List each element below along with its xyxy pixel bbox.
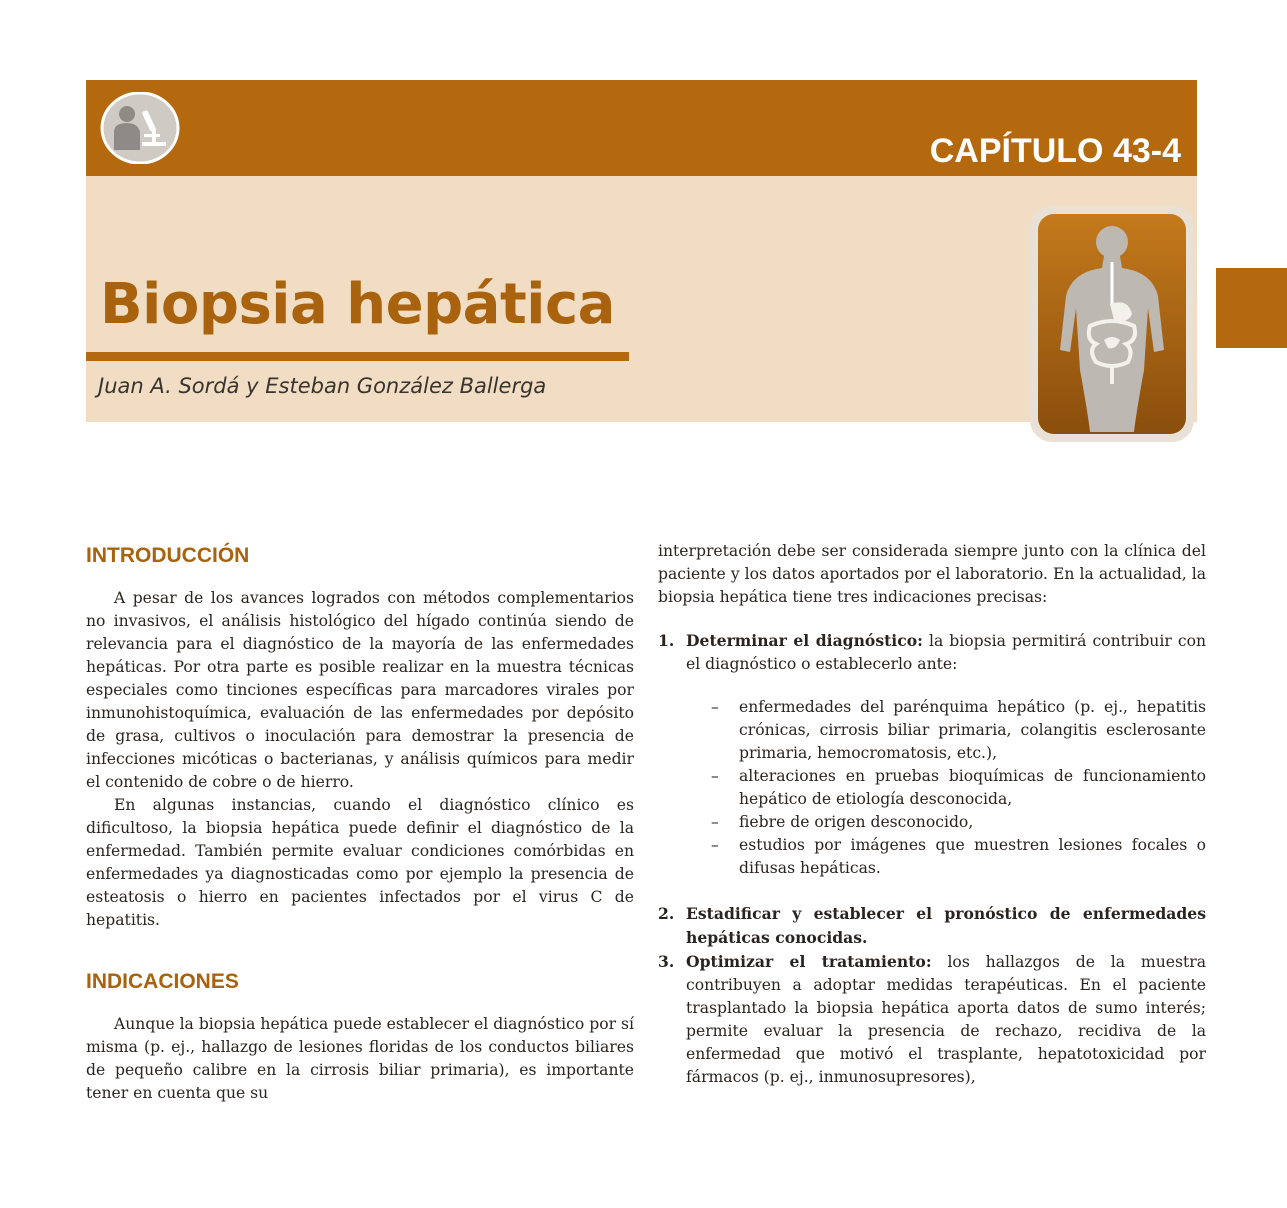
item-bold-lead: Determinar el diagnóstico: bbox=[686, 631, 923, 650]
item-number: 3. bbox=[658, 952, 675, 971]
indications-paragraph-1: Aunque la biopsia hepática puede establecer el diagnóstico por sí misma (p. ej., hallazgo de lesiones floridas de los conductos biliares de pequeño calibre en la cirrosis biliar primaria), es importante tener en cuenta que su bbox=[86, 1015, 634, 1102]
chapter-header-bar bbox=[86, 80, 1197, 176]
list-item bbox=[658, 950, 1206, 1089]
microscope-lab-icon bbox=[100, 92, 180, 164]
dash-bullet: – bbox=[711, 767, 719, 785]
indications-list bbox=[658, 629, 1206, 1089]
human-digestive-system-icon bbox=[1024, 200, 1200, 450]
item-bold-lead: Estadificar y establecer el pronóstico de enfermedades hepáticas conocidas. bbox=[686, 904, 1206, 947]
item-bold-lead: Optimizar el tratamiento: bbox=[686, 952, 932, 971]
item-number: 1. bbox=[658, 631, 675, 650]
item-number: 2. bbox=[658, 904, 675, 923]
sublist-text: fiebre de origen desconocido, bbox=[739, 813, 974, 831]
dash-bullet: – bbox=[711, 698, 719, 716]
page-edge-tab bbox=[1216, 268, 1287, 348]
list-item bbox=[658, 629, 1206, 880]
sublist-item bbox=[711, 696, 1206, 765]
sublist-item bbox=[711, 834, 1206, 880]
intro-heading: INTRODUCCIÓN bbox=[86, 544, 250, 567]
diagnosis-sublist bbox=[686, 696, 1206, 880]
intro-paragraph-1: A pesar de los avances logrados con métodos complementarios no invasivos, el análisis histológico del hígado continúa siendo de relevancia para el diagnóstico de la mayoría de las enfermedades hepáticas. Por otra parte es posible realizar en la muestra técnicas especiales como tinciones específicas para marcadores virales por inmunohistoquímica, evaluación de las enfermedades por depósito de grasa, cultivos o inoculación para demostrar la presencia de infecciones micóticas o bacterianas, y análisis químicos para medir el contenido de cobre o de hierro. bbox=[86, 589, 634, 791]
sublist-text: alteraciones en pruebas bioquímicas de funcionamiento hepático de etiología desconocida, bbox=[739, 767, 1206, 808]
item-text: los hallazgos de la muestra contribuyen a adoptar medidas terapéuticas. En el paciente trasplantado la biopsia hepática aporta datos de sumo interés; permite evaluar la presencia de rechazo, recidiva de la enfermedad que motivó el trasplante, hepatotoxicidad por fármacos (p. ej., inmunosupresores), bbox=[686, 953, 1206, 1086]
sublist-text: enfermedades del parénquima hepático (p. ej., hepatitis crónicas, cirrosis biliar primaria, colangitis esclerosante primaria, hemocromatosis, etc.), bbox=[739, 698, 1206, 762]
indications-heading: INDICACIONES bbox=[86, 970, 239, 993]
dash-bullet: – bbox=[711, 836, 719, 854]
page-title: Biopsia hepática bbox=[100, 272, 615, 337]
right-column bbox=[658, 540, 1206, 1089]
sublist-item bbox=[711, 765, 1206, 811]
sublist-item bbox=[711, 811, 1206, 834]
left-column bbox=[86, 540, 634, 1105]
authors: Juan A. Sordá y Esteban González Ballerga bbox=[98, 374, 547, 398]
dash-bullet: – bbox=[711, 813, 719, 831]
list-item bbox=[658, 902, 1206, 950]
sublist-text: estudios por imágenes que muestren lesiones focales o difusas hepáticas. bbox=[739, 836, 1206, 877]
intro-paragraph-2: En algunas instancias, cuando el diagnóstico clínico es dificultoso, la biopsia hepática puede definir el diagnóstico de la enfermedad. También permite evaluar condiciones comórbidas en enfermedades ya diagnosticadas como por ejemplo la presencia de esteatosis o hierro en pacientes infectados por el virus C de hepatitis. bbox=[86, 796, 634, 929]
chapter-number: CAPÍTULO 43-4 bbox=[929, 132, 1181, 170]
item-text: la biopsia permitirá contribuir con el diagnóstico o establecerlo ante: bbox=[686, 632, 1207, 673]
continuation-paragraph: interpretación debe ser considerada siempre junto con la clínica del paciente y los datos aportados por el laboratorio. En la actualidad, la biopsia hepática tiene tres indicaciones precisas: bbox=[658, 542, 1206, 606]
title-underline bbox=[86, 352, 629, 361]
